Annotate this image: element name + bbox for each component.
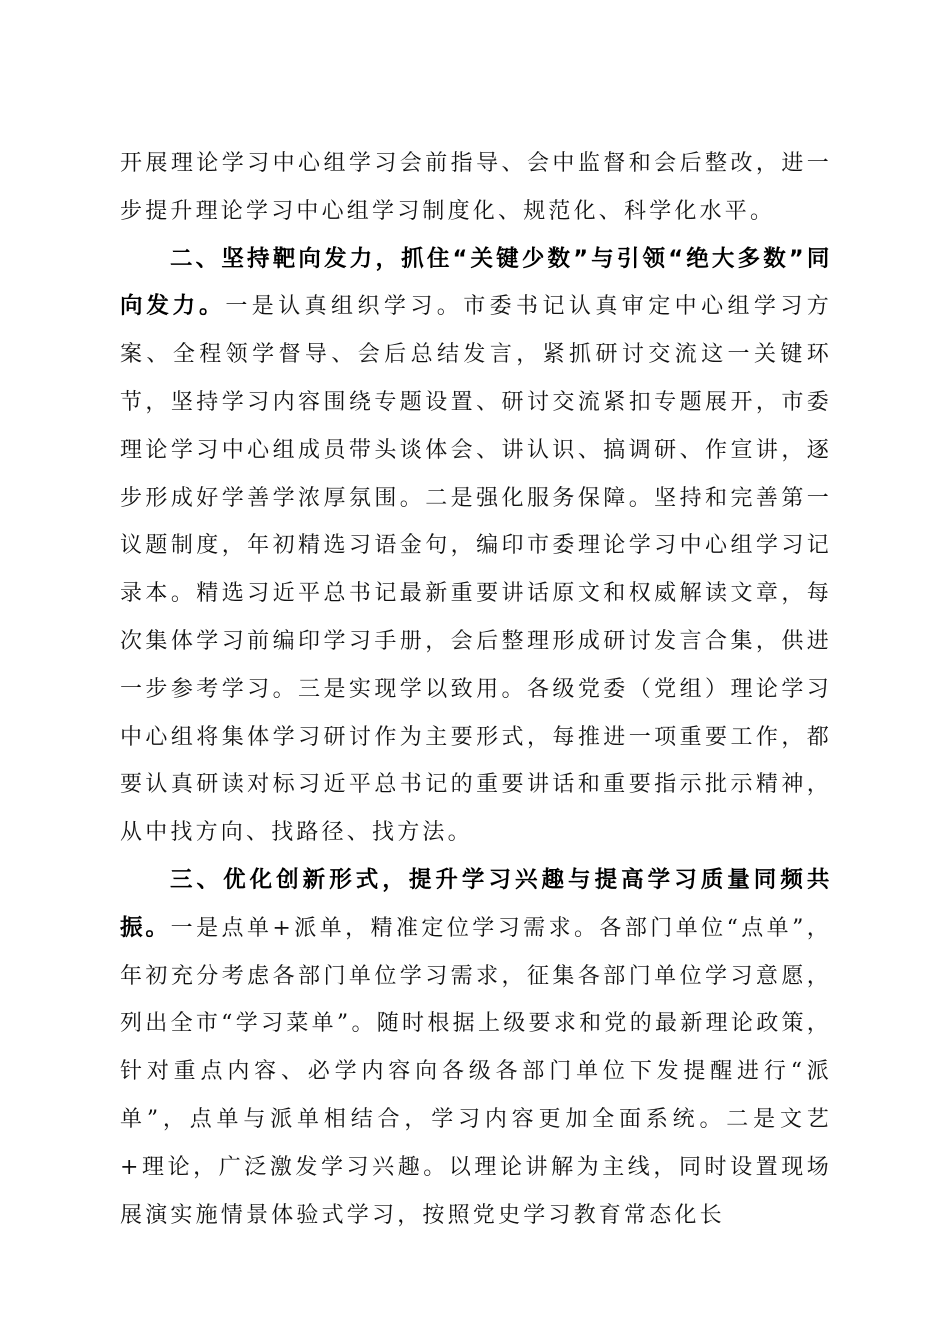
paragraph-text: 开展理论学习中心组学习会前指导、会中监督和会后整改，进一步提升理论学习中心组学习制度化、规范化、科学化水平。: [120, 151, 832, 224]
paragraph-text: 一是认真组织学习。市委书记认真审定中心组学习方案、全程领学督导、会后总结发言，紧抓研讨交流这一关键环节，坚持学习内容围绕专题设置、研讨交流紧扣专题展开，市委理论学习中心组成员带头谈体会、讲认识、搞调研、作宣讲，逐步形成好学善学浓厚氛围。二是强化服务保障。坚持和完善第一议题制度，年初精选习语金句，编印市委理论学习中心组学习记录本。精选习近平总书记最新重要讲话原文和权威解读文章，每次集体学习前编印学习手册，会后整理形成研讨发言合集，供进一步参考学习。三是实现学以致用。各级党委（党组）理论学习中心组将集体学习研讨作为主要形式，每推进一项重要工作，都要认真研读对标习近平总书记的重要讲话和重要指示批示精神，从中找方向、找路径、找方法。: [120, 294, 832, 846]
paragraph-continued: [120, 140, 832, 236]
section-heading-three: 三、优化创新形式，提升学习兴趣与提高学习质量同频共振。: [120, 866, 832, 941]
document-body: [120, 140, 832, 1239]
paragraph-section-two: [120, 236, 832, 857]
paragraph-section-three: [120, 857, 832, 1239]
paragraph-text: 一是点单+派单，精准定位学习需求。各部门单位“点单”，年初充分考虑各部门单位学习需求，征集各部门单位学习意愿，列出全市“学习菜单”。随时根据上级要求和党的最新理论政策，针对重点内容、必学内容向各级各部门单位下发提醒进行“派单”，点单与派单相结合，学习内容更加全面系统。二是文艺+理论，广泛激发学习兴趣。以理论讲解为主线，同时设置现场展演实施情景体验式学习，按照党史学习教育常态化长: [120, 915, 832, 1228]
section-heading-two: 二、坚持靶向发力，抓住“关键少数”与引领“绝大多数”同向发力。: [120, 245, 832, 320]
